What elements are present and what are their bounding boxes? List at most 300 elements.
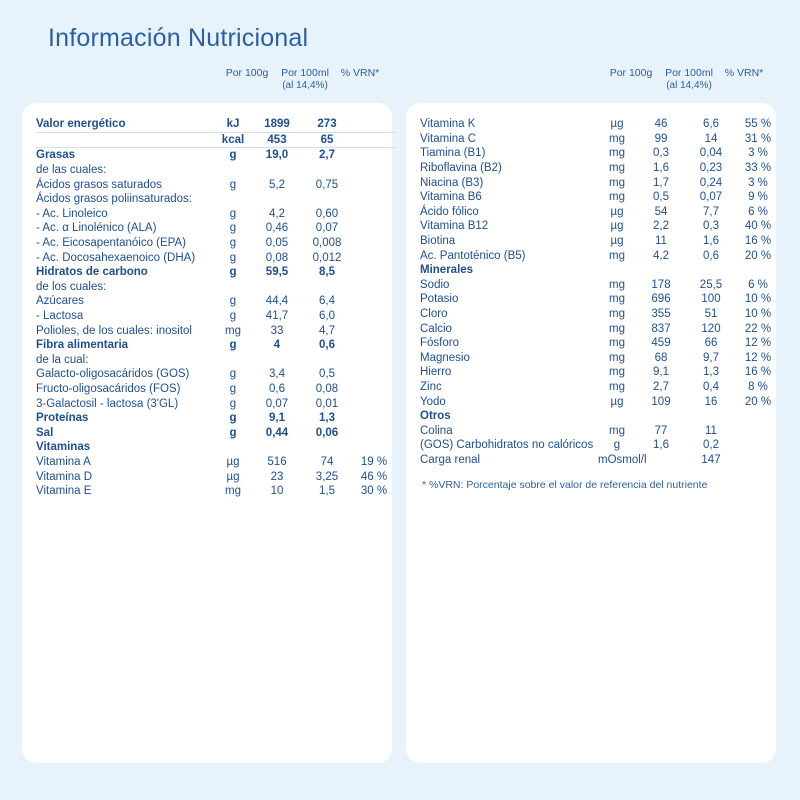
row-value-vrn [352,323,396,338]
row-value-vrn [352,396,396,411]
row-value-vrn [352,294,396,309]
row-unit: g [229,339,237,352]
row-unit [214,280,252,295]
row-unit: mg [609,176,625,189]
row-value-vrn: 19 % [360,455,388,468]
left-column [22,63,392,763]
row-label: Vitamina B6 [420,191,482,204]
row-value-per-100ml: 273 [302,117,352,132]
row-value-per-100ml [686,263,736,278]
row-unit: g [229,368,237,381]
row-value-per-100g: 178 [651,278,671,291]
row-unit: mg [609,293,625,306]
table-row [36,411,396,426]
row-value-vrn [352,338,396,353]
row-value-vrn: 10 % [744,293,772,306]
row-value-per-100g: 44,4 [265,295,289,308]
table-row [36,309,396,324]
row-value-per-100g [252,440,302,455]
row-value-per-100ml [302,163,352,178]
row-value-per-100ml: 0,6 [703,249,719,262]
row-unit: mg [609,322,625,335]
row-value-per-100g: 77 [654,424,668,437]
row-label: Fibra alimentaria [36,339,129,352]
row-label: Minerales [420,264,474,277]
row-unit [214,353,252,368]
table-row [420,321,780,336]
table-row [36,236,396,251]
row-value-per-100ml: 9,7 [703,351,719,364]
row-unit: g [229,178,237,191]
table-row [420,394,780,409]
row-value-per-100ml: 0,6 [319,339,335,352]
table-row [36,469,396,484]
row-value-vrn: 10 % [744,308,772,321]
row-value-per-100ml: 4,7 [319,324,335,337]
table-row [420,190,780,205]
row-value-per-100g: 33 [270,324,284,337]
row-label: Vitamina A [36,455,91,468]
row-unit: µg [610,395,624,408]
row-value-per-100ml: 8,5 [319,266,335,279]
row-label: Proteínas [36,412,89,425]
row-value-per-100g: 59,5 [265,266,289,279]
row-label: Polioles, de los cuales: inositol [36,324,192,337]
row-label: Vitamina C [420,132,477,145]
row-unit [214,192,252,207]
row-value-per-100ml: 1,6 [703,235,719,248]
row-unit: g [229,412,237,425]
row-value-per-100ml: 11 [705,424,717,437]
row-value-per-100ml: 6,6 [703,118,719,131]
row-value-vrn: 30 % [360,485,388,498]
row-value-per-100ml: 100 [701,293,721,306]
row-label: (GOS) Carbohidratos no calóricos [420,439,594,452]
row-value-per-100g: 0,3 [653,147,669,160]
row-value-vrn [352,192,396,207]
row-value-per-100ml: 3,25 [315,470,339,483]
row-value-vrn: 46 % [360,470,388,483]
row-value-vrn [352,367,396,382]
left-card [22,103,392,763]
table-row [36,484,396,499]
row-value-per-100g: 109 [651,395,671,408]
row-value-per-100g: 9,1 [269,412,285,425]
row-value-vrn [352,265,396,280]
row-value-per-100g: 23 [270,470,284,483]
row-value-per-100g: 696 [651,293,671,306]
table-row [420,307,780,322]
row-value-vrn [352,207,396,222]
row-value-vrn [352,117,396,132]
row-value-vrn: 3 % [748,176,768,189]
table-row [420,219,780,234]
table-row [420,438,780,453]
row-value-per-100g: 2,2 [653,220,669,233]
row-label: Ácidos grasos saturados [36,178,162,191]
row-value-per-100g [252,163,302,178]
row-unit: g [229,397,237,410]
row-unit [598,263,636,278]
row-value-per-100g: 0,05 [265,237,289,250]
row-label: Ácido fólico [420,205,479,218]
table-row [36,280,396,295]
table-row [420,409,780,424]
row-value-vrn: 20 % [744,395,772,408]
row-label: Yodo [420,395,446,408]
row-value-per-100ml: 0,04 [699,147,723,160]
row-value-per-100g: 11 [655,235,667,248]
row-value-vrn: 40 % [744,220,772,233]
table-row [36,338,396,353]
row-unit: mg [609,424,625,437]
row-unit: mOsmol/l [598,453,647,466]
header-per-100ml-right [660,63,718,103]
row-label: Otros [420,410,451,423]
row-unit: µg [226,470,240,483]
row-label: Azúcares [36,295,84,308]
row-label: Valor energético [36,117,214,132]
row-value-per-100g: 10 [270,485,284,498]
row-unit: mg [225,324,241,337]
row-value-per-100g: 0,46 [265,222,289,235]
row-value-per-100ml: 6,4 [319,295,335,308]
left-table [36,117,396,498]
row-value-per-100ml: 0,008 [312,237,342,250]
header-per-100g-right: Por 100g [609,67,653,79]
row-value-vrn: 31 % [744,132,772,145]
row-value-vrn: 8 % [748,380,768,393]
row-label: Vitaminas [36,441,91,454]
row-value-per-100ml: 0,23 [699,162,723,175]
row-unit: mg [609,380,625,393]
row-unit: mg [609,162,625,175]
row-unit: kcal [214,132,252,148]
row-unit: kJ [214,117,252,132]
row-value-per-100g [636,409,686,424]
row-value-per-100g [252,353,302,368]
row-label: Sal [36,426,54,439]
table-row [36,367,396,382]
table-row [420,234,780,249]
row-value-vrn: 55 % [744,118,772,131]
row-value-vrn [352,148,396,163]
row-value-vrn [736,423,780,438]
row-label: - Ac. Linoleico [36,207,108,220]
row-value-vrn: 6 % [748,205,768,218]
table-row [420,146,780,161]
row-value-per-100g: 0,08 [265,251,289,264]
row-value-per-100ml: 16 [704,395,718,408]
row-value-per-100ml [302,440,352,455]
row-value-per-100g: 9,1 [653,366,669,379]
table-row [420,423,780,438]
row-value-per-100ml: 14 [704,132,718,145]
left-column-header [22,63,392,103]
row-label: Magnesio [420,351,470,364]
row-label: Cloro [420,308,448,321]
row-unit: µg [610,220,624,233]
row-label: Galacto-oligosacáridos (GOS) [36,368,190,381]
table-row [36,455,396,470]
row-value-per-100g: 1,6 [653,162,669,175]
row-unit: mg [225,485,241,498]
row-value-vrn [352,382,396,397]
table-row [36,192,396,207]
row-value-per-100ml [302,353,352,368]
row-value-per-100g: 99 [654,132,668,145]
row-value-per-100ml: 51 [704,308,718,321]
row-value-vrn [736,263,780,278]
row-value-per-100g: 4,2 [269,207,285,220]
row-value-vrn [736,453,780,468]
table-row [36,396,396,411]
page-title: Información Nutricional [48,24,309,52]
header-per-100ml-sub-right: (al 14,4%) [666,80,712,92]
header-per-100ml-label: Por 100ml [281,67,329,79]
row-unit: µg [610,118,624,131]
row-value-per-100g: 1,6 [653,439,669,452]
row-label: 3-Galactosil - lactosa (3'GL) [36,397,179,410]
row-value-vrn [736,409,780,424]
row-label: Vitamina D [36,470,93,483]
row-label: Riboflavina (B2) [420,162,502,175]
row-value-per-100g: 68 [654,351,668,364]
header-vrn-right: % VRN* [724,67,764,79]
row-value-vrn [352,353,396,368]
row-value-vrn [352,250,396,265]
row-value-vrn [352,309,396,324]
row-value-vrn [352,411,396,426]
row-value-per-100ml: 7,7 [703,205,719,218]
row-value-per-100g: 1,7 [653,176,669,189]
row-label: Tiamina (B1) [420,147,486,160]
row-value-per-100g: 0,07 [265,397,289,410]
row-label: - Ac. α Linolénico (ALA) [36,222,157,235]
row-unit: µg [610,235,624,248]
right-table [420,117,780,467]
row-unit: mg [609,351,625,364]
row-value-per-100ml: 0,06 [315,426,339,439]
table-row [420,248,780,263]
row-label: Vitamina B12 [420,220,489,233]
row-label: de los cuales: [36,280,107,293]
row-value-per-100ml: 1,3 [703,366,719,379]
table-row [420,336,780,351]
row-unit [214,163,252,178]
columns-wrapper [22,63,778,763]
row-unit: mg [609,308,625,321]
row-value-per-100g: 54 [654,205,668,218]
row-unit: g [229,266,237,279]
row-value-per-100ml: 65 [302,132,352,148]
row-label: de la cual: [36,353,89,366]
row-value-per-100ml: 0,01 [315,397,339,410]
row-value-vrn: 16 % [744,235,772,248]
row-value-per-100ml: 0,08 [315,382,339,395]
row-value-per-100ml: 0,07 [315,222,339,235]
row-label: Carga renal [420,453,481,466]
row-label: Fósforo [420,337,459,350]
row-label: Biotina [420,235,456,248]
row-unit [214,440,252,455]
row-value-per-100ml: 66 [704,337,718,350]
row-label: Colina [420,424,453,437]
row-value-per-100g: 355 [651,308,671,321]
table-row [36,177,396,192]
table-row [420,351,780,366]
row-value-vrn [352,132,396,148]
row-label: Grasas [36,149,76,162]
row-unit: g [229,222,237,235]
table-row [36,294,396,309]
table-row [420,292,780,307]
row-value-per-100ml: 1,3 [319,412,335,425]
row-unit: g [613,439,621,452]
row-value-per-100ml: 0,2 [703,439,719,452]
row-unit: g [229,237,237,250]
row-value-vrn: 33 % [744,162,772,175]
row-value-vrn: 9 % [748,191,768,204]
row-label: Ácidos grasos poliinsaturados: [36,193,192,206]
row-value-per-100ml: 0,60 [315,207,339,220]
table-row [36,353,396,368]
row-unit: g [229,310,237,323]
row-label [36,132,214,148]
row-label: Ac. Pantoténico (B5) [420,249,526,262]
table-row [420,453,780,468]
table-row [420,365,780,380]
row-value-per-100ml: 0,5 [319,368,335,381]
row-value-per-100ml: 147 [701,453,721,466]
row-unit: mg [609,249,625,262]
row-label: Niacina (B3) [420,176,484,189]
row-unit: µg [610,205,624,218]
row-value-vrn: 12 % [744,337,772,350]
table-row [420,205,780,220]
row-value-per-100ml: 0,07 [699,191,723,204]
row-value-per-100g: 0,44 [265,426,289,439]
row-value-per-100g: 4,2 [653,249,669,262]
row-value-per-100ml [686,409,736,424]
row-label: Zinc [420,380,442,393]
row-value-per-100ml: 0,75 [315,178,339,191]
row-value-per-100ml: 120 [701,322,721,335]
row-value-per-100ml: 0,24 [699,176,723,189]
table-row [36,207,396,222]
row-unit: mg [609,337,625,350]
table-row [36,323,396,338]
header-per-100ml-sub: (al 14,4%) [282,80,328,92]
right-column [406,63,776,763]
row-value-vrn [736,438,780,453]
row-value-per-100ml: 0,4 [703,380,719,393]
table-row [420,132,780,147]
row-label: Sodio [420,278,450,291]
row-value-per-100ml: 0,012 [312,251,342,264]
footnote: * %VRN: Porcentaje sobre el valor de referencia del nutriente [422,479,708,492]
row-label: Hidratos de carbono [36,266,148,279]
row-unit: mg [609,147,625,160]
row-value-vrn [352,163,396,178]
row-label: Potasio [420,293,459,306]
table-row [36,163,396,178]
row-label: Hierro [420,366,452,379]
table-row [420,117,780,132]
row-value-vrn [352,440,396,455]
header-per-100ml [276,63,334,103]
row-value-per-100ml: 74 [320,455,334,468]
row-value-per-100ml: 0,3 [703,220,719,233]
table-row [420,278,780,293]
right-column-header [406,63,776,103]
row-value-vrn [352,236,396,251]
row-value-vrn: 6 % [748,278,768,291]
table-row [36,440,396,455]
row-value-per-100ml: 25,5 [699,278,723,291]
row-value-per-100ml: 1,5 [319,485,335,498]
header-vrn: % VRN* [340,67,380,79]
row-value-per-100ml: 6,0 [319,310,335,323]
row-label: de las cuales: [36,164,107,177]
row-unit: mg [609,132,625,145]
table-row [36,148,396,163]
row-value-vrn [352,221,396,236]
table-row [36,132,396,148]
row-value-per-100g [636,263,686,278]
row-unit: g [229,149,237,162]
row-label: Calcio [420,322,452,335]
row-value-per-100ml [302,192,352,207]
row-value-per-100g: 1899 [252,117,302,132]
row-label: Vitamina K [420,118,476,131]
row-value-vrn: 3 % [748,147,768,160]
row-value-per-100g [252,280,302,295]
row-unit: mg [609,191,625,204]
row-unit: µg [226,455,240,468]
row-value-vrn [352,280,396,295]
row-value-per-100g: 0,6 [269,382,285,395]
row-value-vrn: 16 % [744,366,772,379]
row-unit: g [229,426,237,439]
table-row [36,425,396,440]
row-value-per-100g: 5,2 [269,178,285,191]
row-label: - Ac. Docosahexaenoico (DHA) [36,251,196,264]
row-unit: g [229,295,237,308]
row-unit: g [229,382,237,395]
row-label: - Ac. Eicosapentanóico (EPA) [36,237,186,250]
header-per-100ml-label-right: Por 100ml [665,67,713,79]
row-value-per-100g: 459 [651,337,671,350]
right-card [406,103,776,763]
table-row [36,250,396,265]
header-per-100g: Por 100g [225,67,269,79]
table-row [420,380,780,395]
row-value-vrn [352,425,396,440]
row-value-per-100g: 516 [267,455,287,468]
table-row [36,221,396,236]
row-label: Fructo-oligosacáridos (FOS) [36,382,181,395]
row-value-per-100g: 837 [651,322,671,335]
row-unit: mg [609,278,625,291]
table-row [36,382,396,397]
row-value-vrn [352,177,396,192]
row-value-per-100g: 46 [654,118,668,131]
row-value-per-100g: 2,7 [653,380,669,393]
row-value-per-100g: 4 [273,339,281,352]
table-row [420,175,780,190]
row-label: Vitamina E [36,485,92,498]
